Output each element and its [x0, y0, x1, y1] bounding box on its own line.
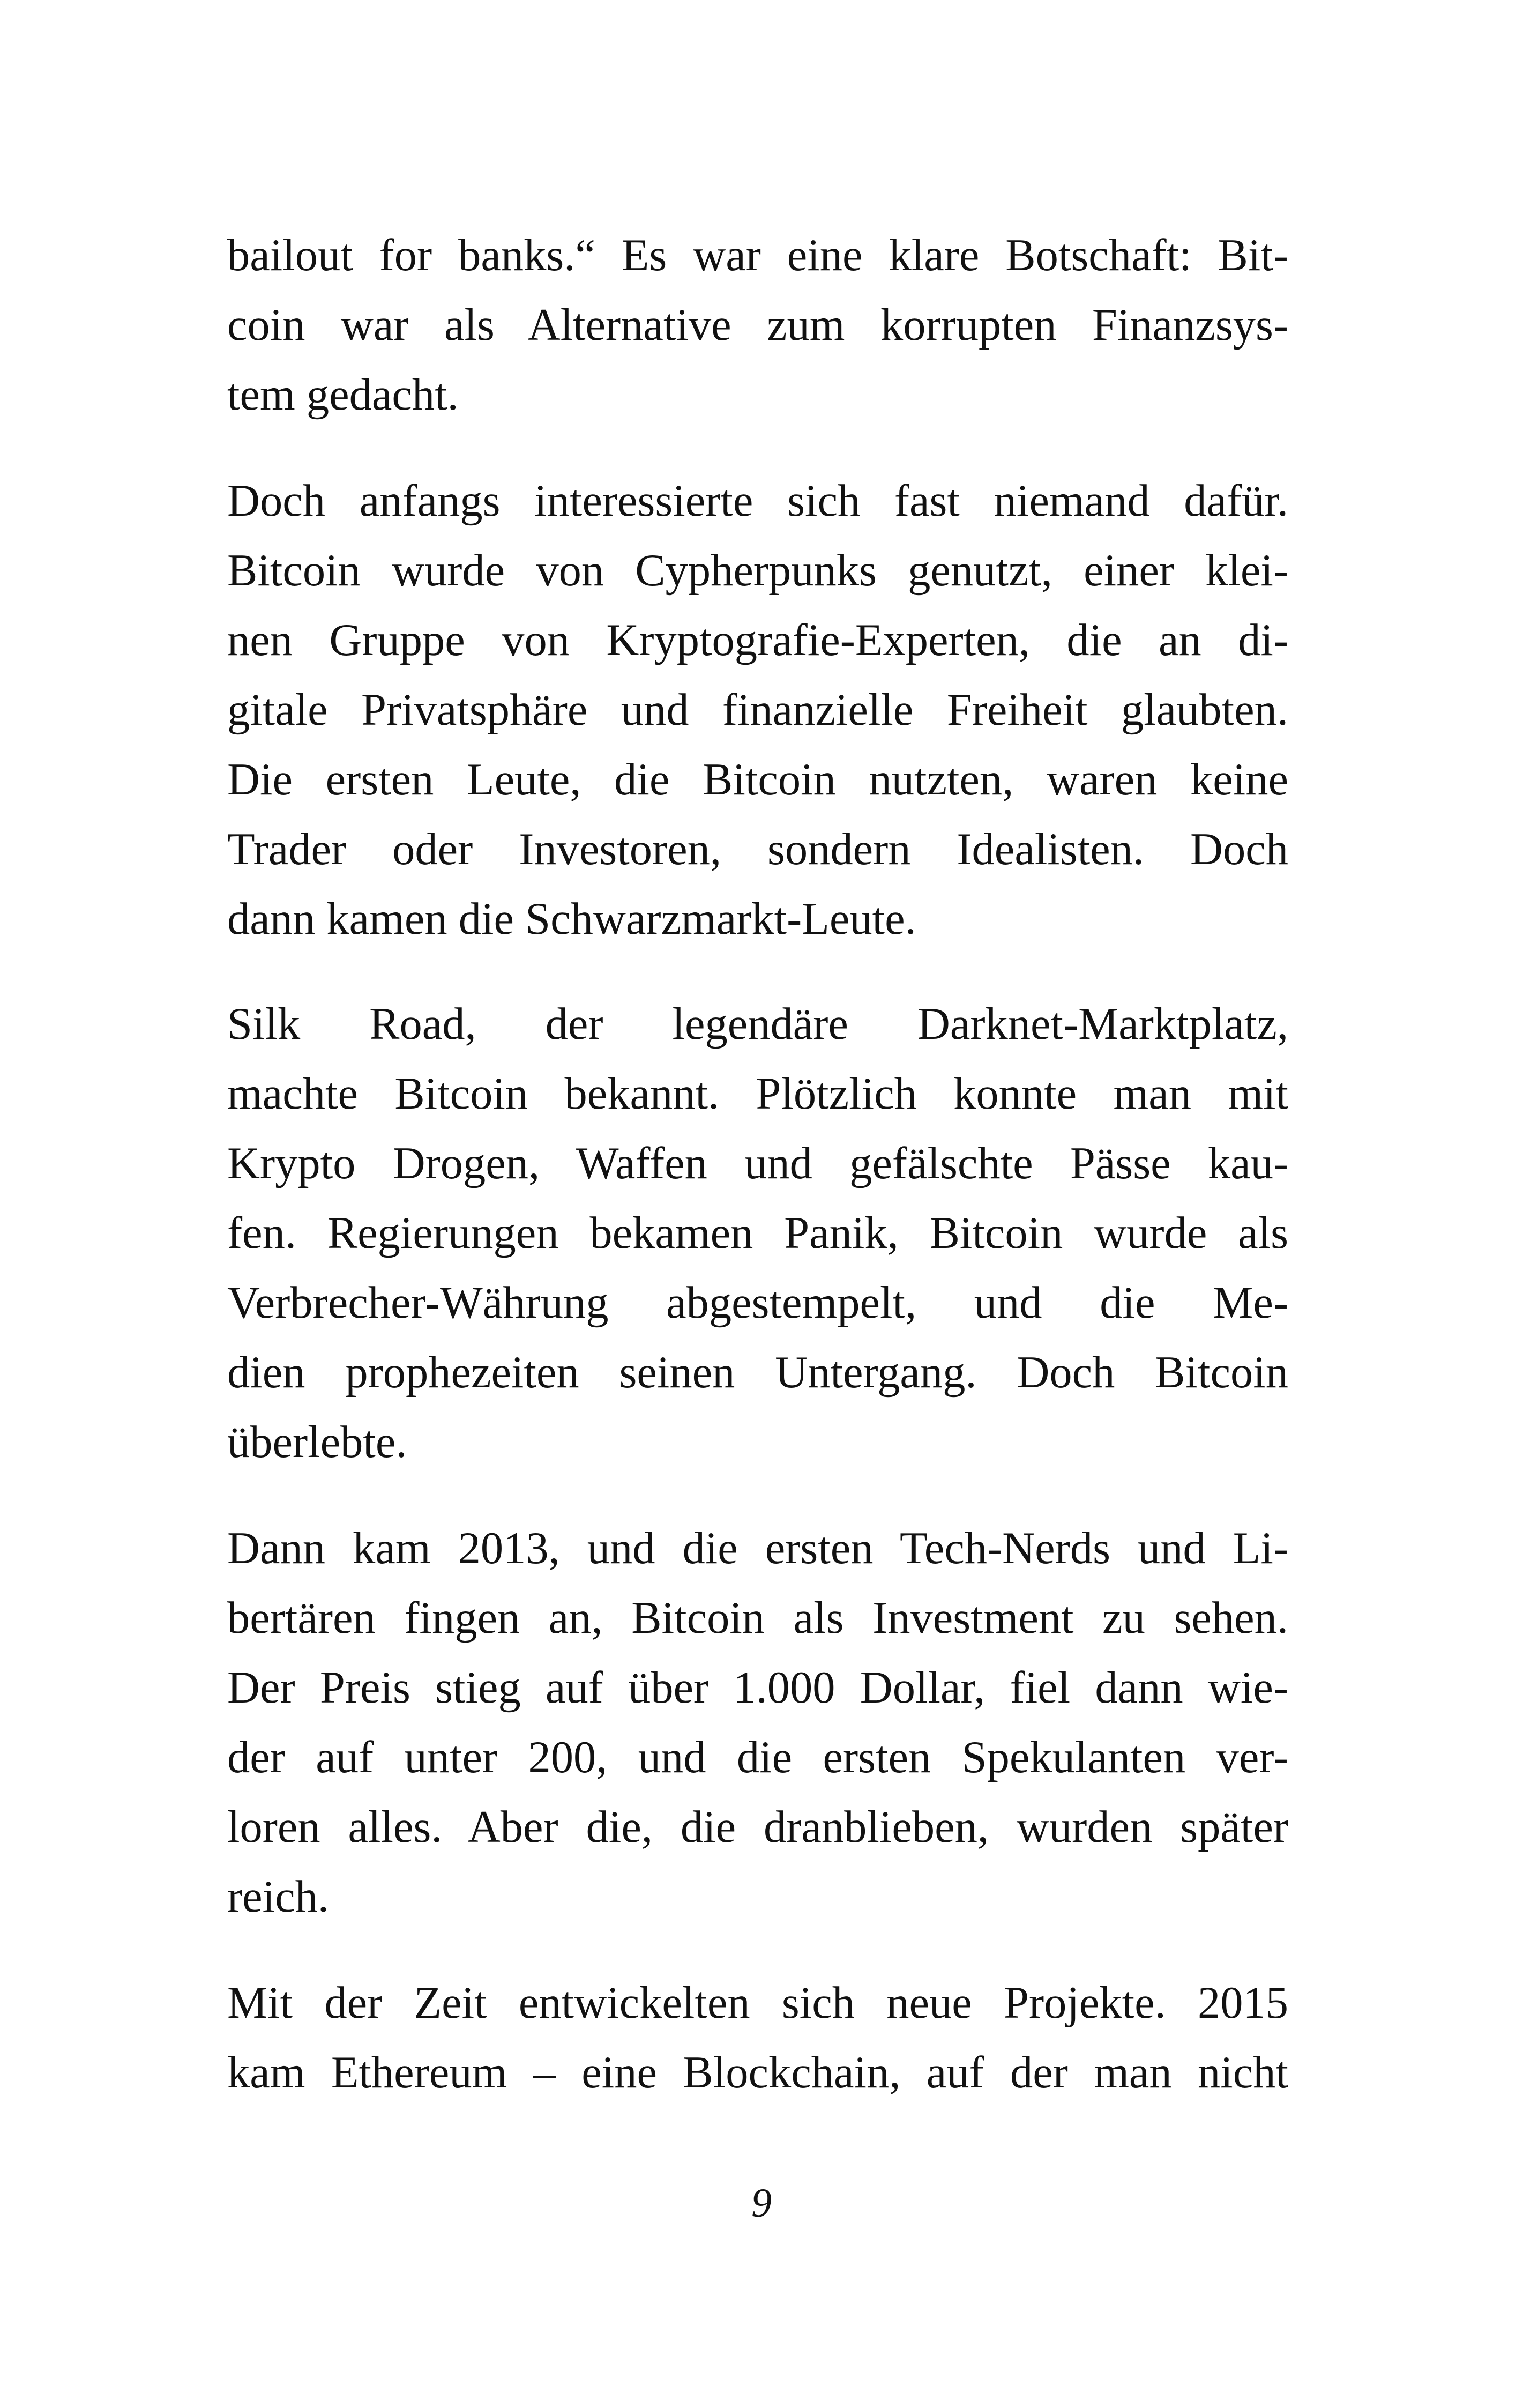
text-line: Die ersten Leute, die Bitcoin nutzten, waren keine — [227, 755, 1288, 805]
text-line: dien prophezeiten seinen Untergang. Doch Bitcoin — [227, 1348, 1288, 1398]
text-line: machte Bitcoin bekannt. Plötzlich konnte man mit — [227, 1069, 1288, 1119]
text-line: Der Preis stieg auf über 1.000 Dollar, fiel dann wie- — [227, 1663, 1288, 1713]
text-line: Trader oder Investoren, sondern Idealisten. Doch — [227, 824, 1288, 874]
text-line: dann kamen die Schwarzmarkt-Leute. — [227, 894, 916, 944]
text-line: kam Ethereum – eine Blockchain, auf der man nicht — [227, 2048, 1288, 2098]
paragraph-2 — [227, 466, 1288, 954]
text-line: Silk Road, der legendäre Darknet-Marktplatz, — [227, 999, 1288, 1049]
text-line: tem gedacht. — [227, 370, 459, 420]
text-line: der auf unter 200, und die ersten Spekulanten ver- — [227, 1733, 1288, 1782]
text-line: loren alles. Aber die, die dranblieben, wurden später — [227, 1802, 1288, 1852]
paragraph-1 — [227, 221, 1288, 430]
text-line: Dann kam 2013, und die ersten Tech-Nerds und Li- — [227, 1523, 1288, 1573]
paragraph-4 — [227, 1514, 1288, 1932]
paragraph-3 — [227, 990, 1288, 1477]
paragraph-5 — [227, 1968, 1288, 2108]
text-line: Krypto Drogen, Waffen und gefälschte Pässe kau- — [227, 1139, 1288, 1188]
text-line: Mit der Zeit entwickelten sich neue Projekte. 2015 — [227, 1978, 1288, 2028]
text-line: gitale Privatsphäre und finanzielle Freiheit glaubten. — [227, 685, 1288, 735]
text-line: reich. — [227, 1872, 330, 1922]
text-line: überlebte. — [227, 1417, 407, 1467]
text-line: nen Gruppe von Kryptografie-Experten, die an di- — [227, 615, 1288, 665]
text-line: Verbrecher-Währung abgestempelt, und die Me- — [227, 1278, 1288, 1328]
text-line: bailout for banks.“ Es war eine klare Botschaft: Bit- — [227, 231, 1288, 280]
text-line: coin war als Alternative zum korrupten Finanzsys- — [227, 300, 1288, 350]
text-line: bertären fingen an, Bitcoin als Investment zu sehen. — [227, 1593, 1288, 1643]
text-line: Bitcoin wurde von Cypherpunks genutzt, einer klei- — [227, 546, 1288, 596]
text-line: Doch anfangs interessierte sich fast niemand dafür. — [227, 476, 1288, 526]
page-number: 9 — [751, 2181, 772, 2226]
text-line: fen. Regierungen bekamen Panik, Bitcoin wurde als — [227, 1208, 1288, 1258]
body-text — [227, 221, 1288, 2108]
